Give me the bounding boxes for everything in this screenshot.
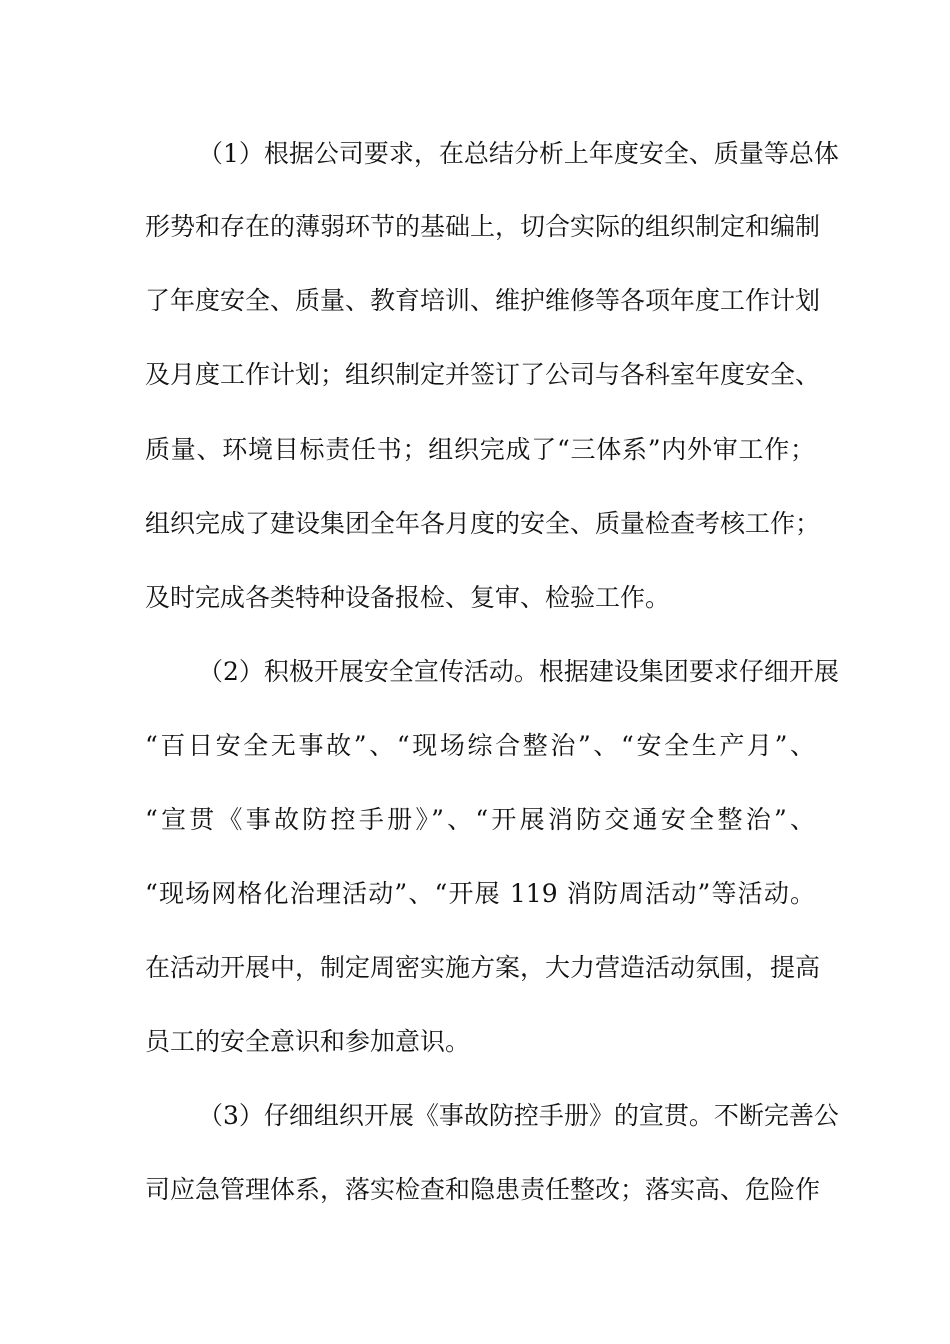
paragraph-2-line-6: 员工的安全意识和参加意识。 [145, 1027, 471, 1056]
paragraph-3-line-1: （3）仔细组织开展《事故防控手册》的宣贯。不断完善公 [198, 1101, 839, 1130]
paragraph-1-line-3: 了年度安全、质量、教育培训、维护维修等各项年度工作计划 [145, 286, 821, 315]
paragraph-1-line-7: 及时完成各类特种设备报检、复审、检验工作。 [145, 583, 671, 612]
paragraph-2-line-3: “宣贯《事故防控手册》”、“开展消防交通安全整治”、 [145, 805, 815, 834]
paragraph-1-line-4: 及月度工作计划；组织制定并签订了公司与各科室年度安全、 [145, 360, 821, 389]
paragraph-3-line-2: 司应急管理体系，落实检查和隐患责任整改；落实高、危险作 [145, 1175, 821, 1204]
paragraph-2-line-4: “现场网格化治理活动”、“开展 119 消防周活动”等活动。 [145, 879, 815, 908]
paragraph-1-line-5: 质量、环境目标责任书；组织完成了“三体系”内外审工作； [145, 435, 815, 464]
paragraph-2-line-1: （2）积极开展安全宣传活动。根据建设集团要求仔细开展 [198, 657, 839, 686]
paragraph-2-line-5: 在活动开展中，制定周密实施方案，大力营造活动氛围，提高 [145, 953, 821, 982]
paragraph-1-line-2: 形势和存在的薄弱环节的基础上，切合实际的组织制定和编制 [145, 212, 821, 241]
paragraph-2-line-2: “百日安全无事故”、“现场综合整治”、“安全生产月”、 [145, 731, 815, 760]
paragraph-1-line-6: 组织完成了建设集团全年各月度的安全、质量检查考核工作； [145, 509, 821, 538]
paragraph-1-line-1: （1）根据公司要求，在总结分析上年度安全、质量等总体 [198, 139, 839, 168]
